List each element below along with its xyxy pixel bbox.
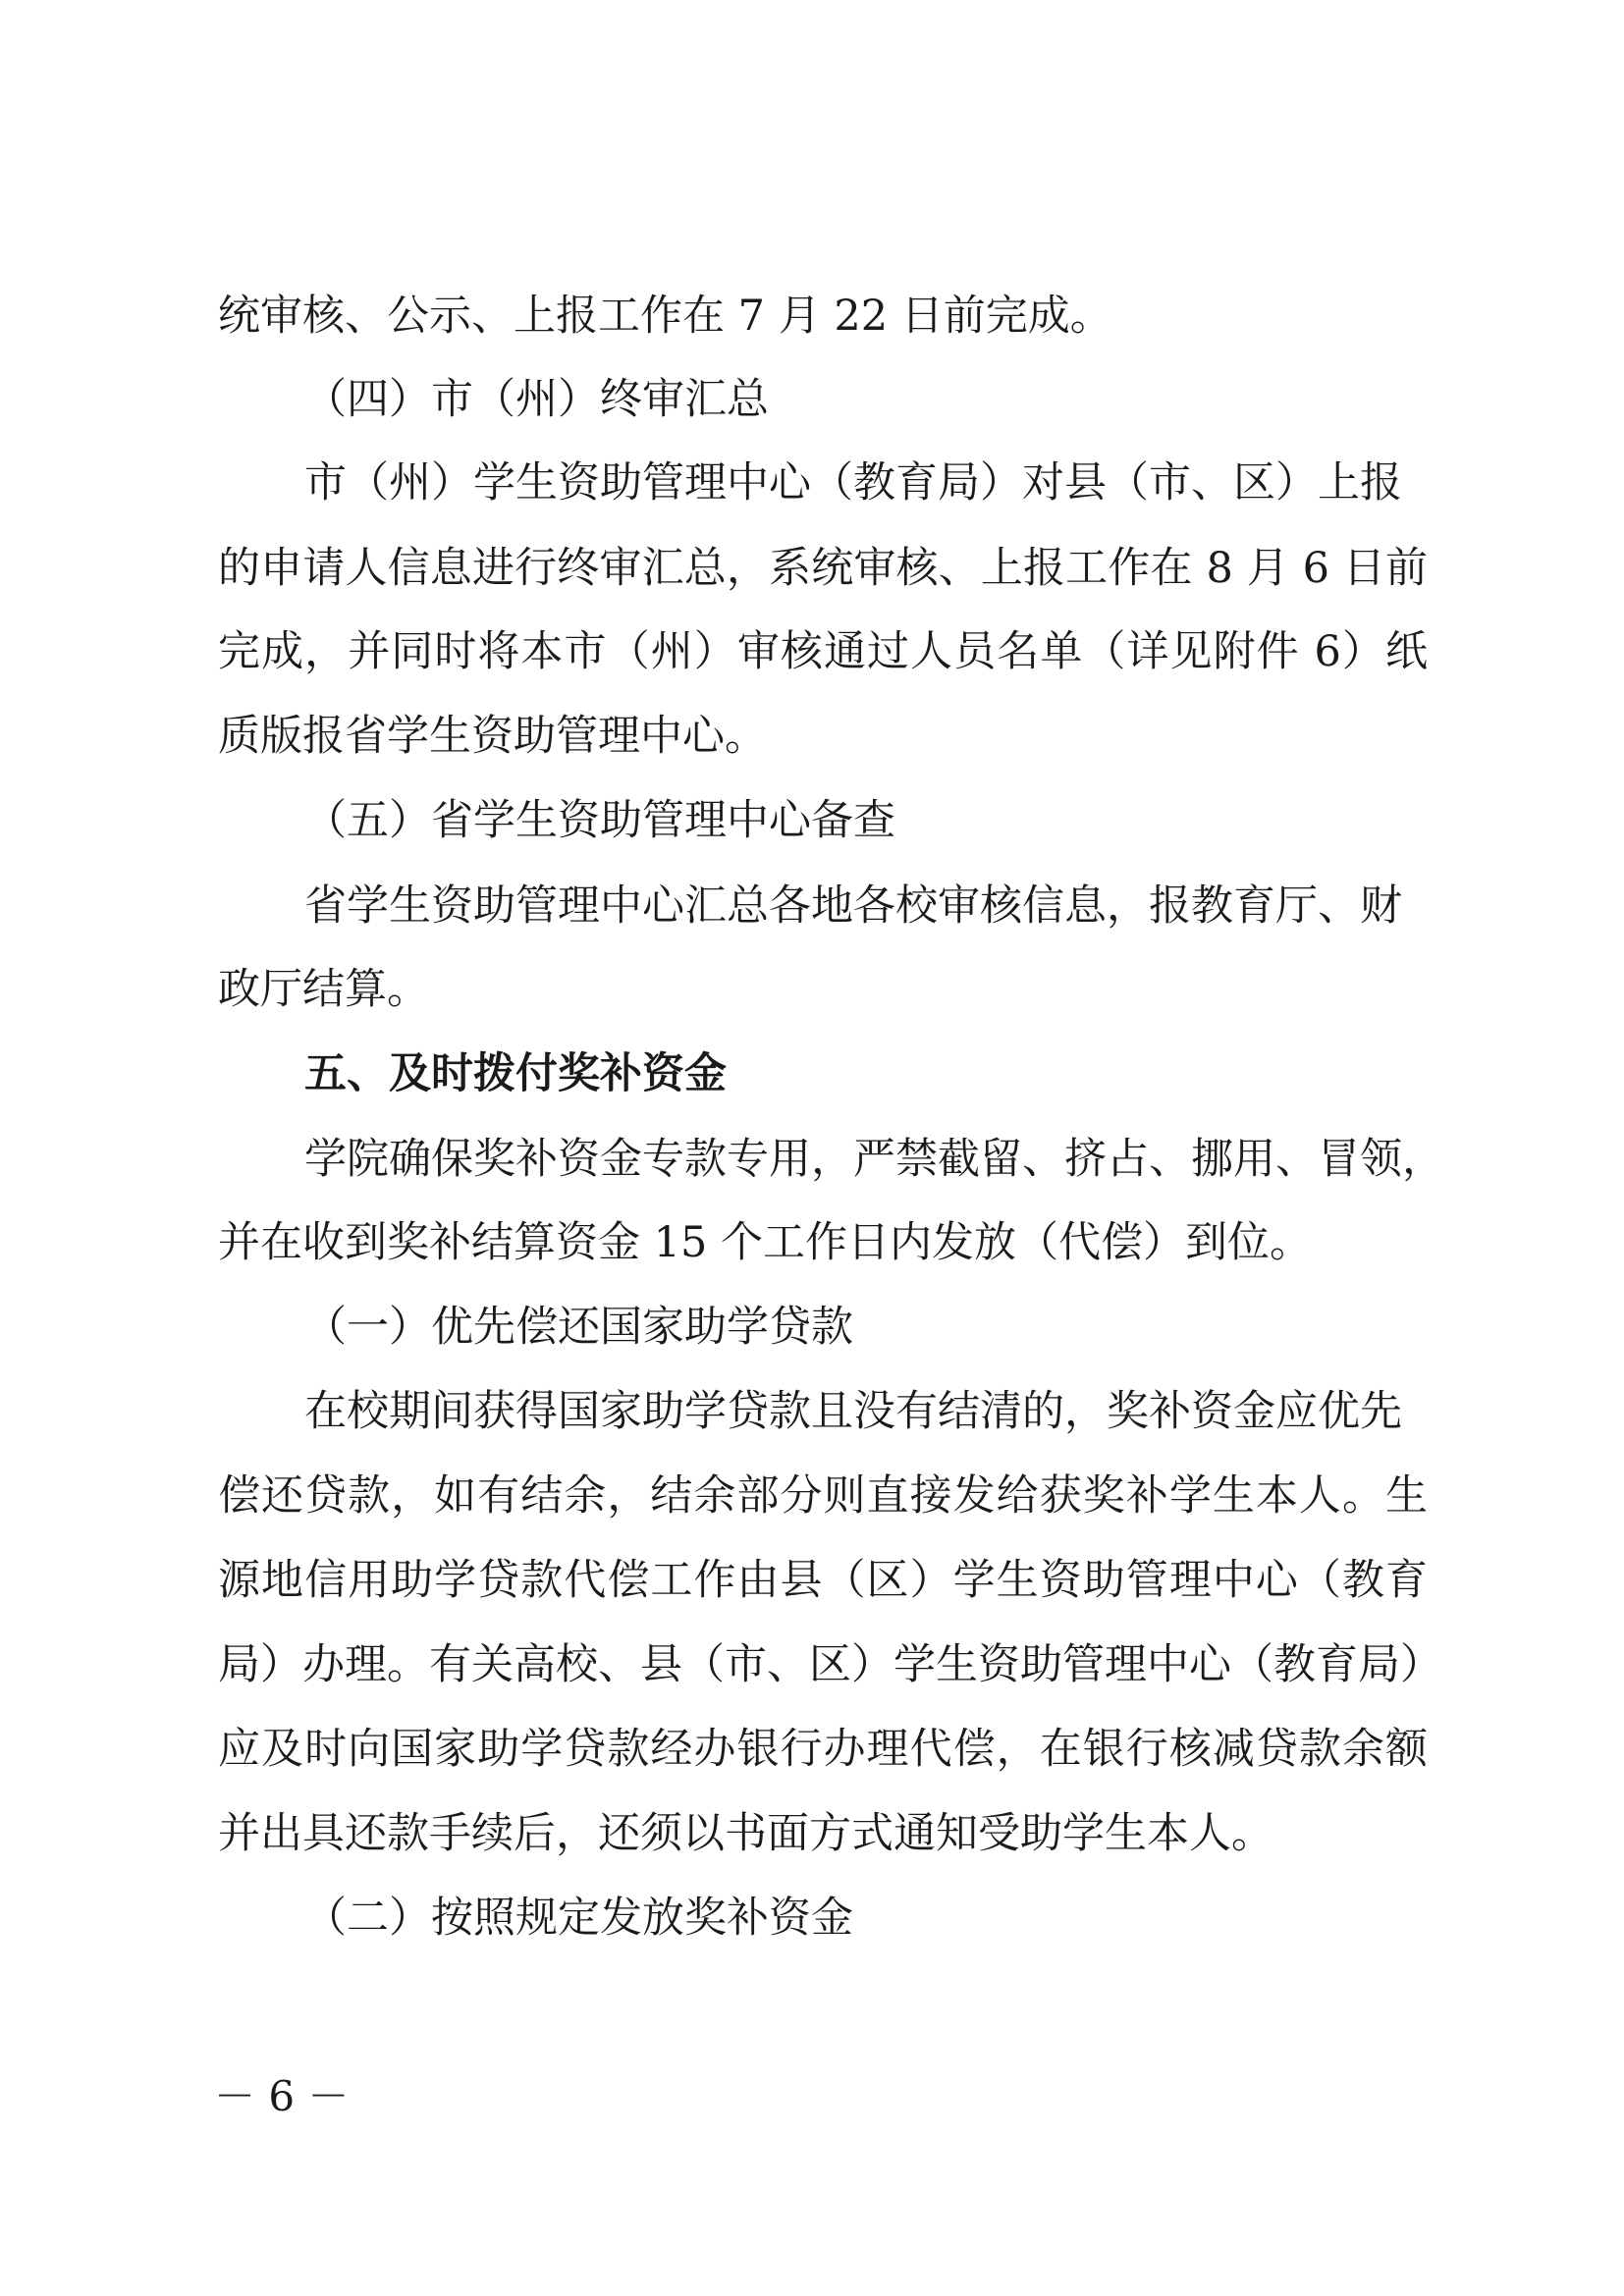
section-heading: （五）省学生资助管理中心备查 <box>304 796 895 845</box>
body-line: 学院确保奖补资金专款专用，严禁截留、挤占、挪用、冒领， <box>304 1135 1444 1184</box>
body-line: 源地信用助学贷款代偿工作由县（区）学生资助管理中心（教育 <box>218 1556 1428 1605</box>
body-line: 应及时向国家助学贷款经办银行办理代偿，在银行核减贷款余额 <box>218 1725 1428 1774</box>
body-line: 政厅结算。 <box>218 965 429 1014</box>
body-line: 完成，并同时将本市（州）审核通过人员名单（详见附件 6）纸 <box>218 627 1428 676</box>
body-line: 统审核、公示、上报工作在 7 月 22 日前完成。 <box>218 292 1112 341</box>
section-heading: （四）市（州）终审汇总 <box>304 375 769 424</box>
body-line: 的申请人信息进行终审汇总，系统审核、上报工作在 8 月 6 日前 <box>218 544 1428 593</box>
body-line: 质版报省学生资助管理中心。 <box>218 712 767 761</box>
chapter-heading: 五、及时拨付奖补资金 <box>304 1049 727 1098</box>
body-line: 偿还贷款，如有结余，结余部分则直接发给获奖补学生本人。生 <box>218 1471 1428 1521</box>
section-heading: （一）优先偿还国家助学贷款 <box>304 1303 853 1352</box>
body-line: 市（州）学生资助管理中心（教育局）对县（市、区）上报 <box>304 458 1402 507</box>
body-line: 省学生资助管理中心汇总各地各校审核信息，报教育厅、财 <box>304 881 1402 931</box>
body-line: 并在收到奖补结算资金 15 个工作日内发放（代偿）到位。 <box>218 1218 1313 1267</box>
page-number: － 6 － <box>214 2072 350 2120</box>
section-heading: （二）按照规定发放奖补资金 <box>304 1894 853 1943</box>
body-line: 并出具还款手续后，还须以书面方式通知受助学生本人。 <box>218 1809 1273 1858</box>
body-line: 局）办理。有关高校、县（市、区）学生资助管理中心（教育局） <box>218 1640 1442 1689</box>
body-line: 在校期间获得国家助学贷款且没有结清的，奖补资金应优先 <box>304 1387 1402 1436</box>
